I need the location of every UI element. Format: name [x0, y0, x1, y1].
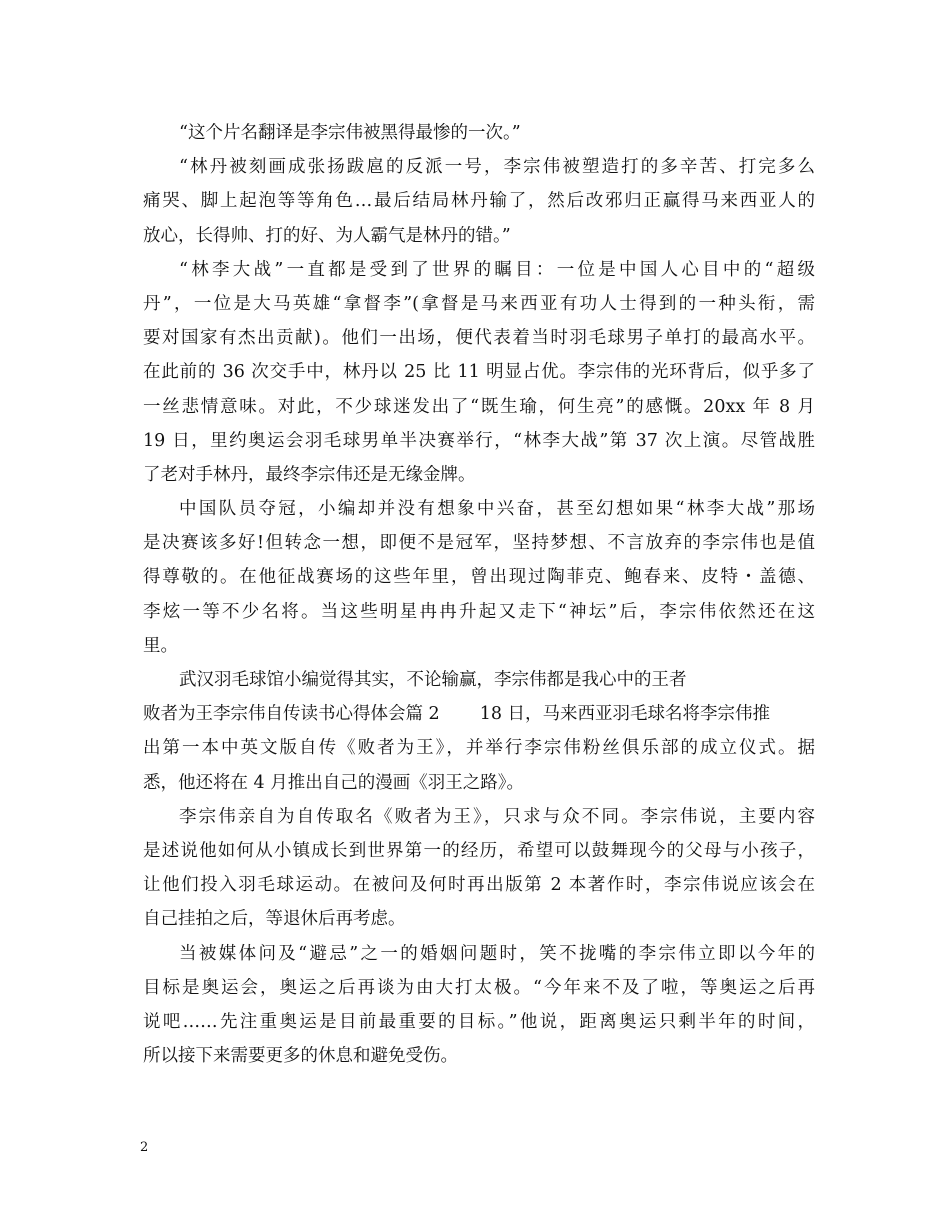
text-line: 要对国家有杰出贡献)。他们一出场，便代表着当时羽毛球男子单打的最高水平。 [143, 328, 815, 349]
text-segment: 18 日，马来西亚羽毛球名将李宗伟推 [479, 704, 771, 725]
text-line: 是决赛该多好!但转念一想，即便不是冠军，坚持梦想、不言放弃的李宗伟也是值 [143, 533, 815, 554]
text-line: “林李大战”一直都是受到了世界的瞩目：一位是中国人心目中的“超级 [179, 259, 815, 280]
text-line: 痛哭、脚上起泡等等角色…最后结局林丹输了，然后改邪归正赢得马来西亚人的 [143, 191, 815, 212]
text-line: 所以接下来需要更多的休息和避免受伤。 [143, 1046, 458, 1067]
text-line: 目标是奥运会，奥运之后再谈为由大打太极。“今年来不及了啦，等奥运之后再 [143, 977, 815, 998]
text-line: 丹”，一位是大马英雄“拿督李”(拿督是马来西亚有功人士得到的一种头衔，需 [143, 293, 815, 314]
document-body [143, 116, 815, 1073]
text-line: 让他们投入羽毛球运动。在被问及何时再出版第 2 本著作时，李宗伟说应该会在 [143, 875, 815, 896]
text-line: 了老对手林丹，最终李宗伟还是无缘金牌。 [143, 464, 476, 485]
text-line: 武汉羽毛球馆小编觉得其实，不论输赢，李宗伟都是我心中的王者 [179, 670, 687, 690]
text-line: 是述说他如何从小镇成长到世界第一的经历，希望可以鼓舞现今的父母与小孩子， [143, 840, 815, 861]
text-line: “林丹被刻画成张扬跋扈的反派一号，李宗伟被塑造打的多辛苦、打完多么 [179, 157, 815, 178]
text-line: 李炫一等不少名将。当这些明星冉冉升起又走下“神坛”后，李宗伟依然还在这 [143, 601, 815, 622]
text-line: 19 日，里约奥运会羽毛球男单半决赛举行，“林李大战”第 37 次上演。尽管战胜 [143, 430, 815, 451]
text-line: 李宗伟亲自为自传取名《败者为王》，只求与众不同。李宗伟说，主要内容 [179, 806, 815, 827]
article-heading: 败者为王李宗伟自传读书心得体会篇 2 [143, 704, 440, 725]
page-number: 2 [140, 1140, 149, 1155]
text-line: 一丝悲情意味。对此，不少球迷发出了“既生瑜，何生亮”的感慨。20xx 年 8 月 [143, 396, 815, 417]
text-line: “这个片名翻译是李宗伟被黑得最惨的一次。” [179, 123, 521, 143]
text-line: 放心，长得帅、打的好、为人霸气是林丹的错。” [143, 225, 511, 246]
text-line: 中国队员夺冠，小编却并没有想象中兴奋，甚至幻想如果“林李大战”那场 [179, 499, 815, 520]
text-line: 自己挂拍之后，等退休后再考虑。 [143, 909, 406, 930]
text-line: 在此前的 36 次交手中，林丹以 25 比 11 明显占优。李宗伟的光环背后，似乎多了 [143, 362, 815, 383]
text-line: 说吧……先注重奥运是目前最重要的目标。”他说，距离奥运只剩半年的时间， [143, 1011, 815, 1032]
text-line: 悉，他还将在 4 月推出自己的漫画《羽王之路》。 [143, 772, 525, 793]
text-line: 得尊敬的。在他征战赛场的这些年里，曾出现过陶菲克、鲍春来、皮特・盖德、 [143, 567, 815, 588]
text-line [143, 697, 815, 731]
text-line: 当被媒体问及“避忌”之一的婚姻问题时，笑不拢嘴的李宗伟立即以今年的 [179, 943, 815, 964]
text-line: 出第一本中英文版自传《败者为王》，并举行李宗伟粉丝俱乐部的成立仪式。据 [143, 738, 815, 759]
text-line: 里。 [143, 635, 178, 656]
